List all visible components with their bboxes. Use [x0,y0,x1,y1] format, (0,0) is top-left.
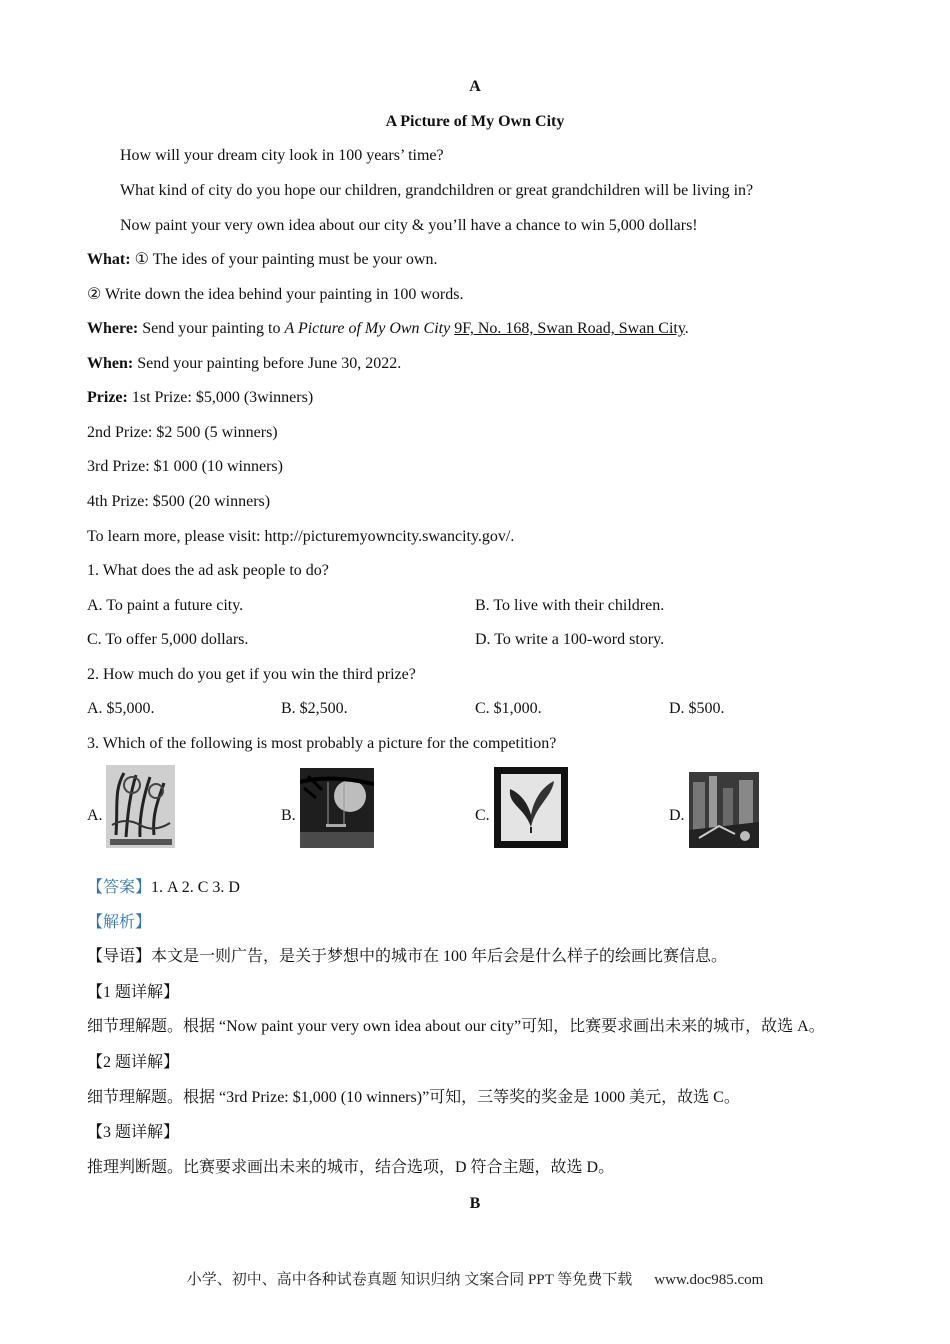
q2-option-d: D. $500. [669,700,725,717]
intro-line-3: Now paint your very own idea about our city & you’ll have a chance to win 5,000 dollars! [120,217,698,234]
what-label: What: [87,251,131,268]
q2-option-c: C. $1,000. [475,700,542,717]
detail-1-title: 【1 题详解】 [87,984,180,1001]
analysis-tag: 【解析】 [87,914,152,931]
detail-2-text: 细节理解题。根据 “3rd Prize: $1,000 (10 winners)”可知，三等奖的奖金是 1000 美元，故选 C。 [87,1089,740,1106]
detail-3-text: 推理判断题。比赛要求画出未来的城市，结合选项，D 符合主题，故选 D。 [87,1159,615,1176]
tree-sketch-image [106,765,175,848]
prize-label: Prize: [87,389,128,406]
q1-option-d: D. To write a 100-word story. [475,631,665,648]
page-footer [0,1268,950,1289]
prize-line-1 [87,388,313,408]
q1-option-a: A. To paint a future city. [87,597,244,614]
section-heading-b: B [469,1195,481,1212]
intro-line-1: How will your dream city look in 100 years’ time? [120,147,444,164]
q3-option-b-label: B. [281,807,296,824]
when-line [87,354,401,374]
guide-text: 【导语】本文是一则广告，是关于梦想中的城市在 100 年后会是什么样子的绘画比赛信息。 [87,948,728,965]
footer-link[interactable]: www.doc985.com [654,1272,764,1288]
where-address: 9F, No. 168, Swan Road, Swan City [454,320,685,337]
prize-line-3: 3rd Prize: $1 000 (10 winners) [87,458,283,475]
when-label: When: [87,355,134,372]
what-text: ① The ides of your painting must be your own. [130,251,438,268]
q1-option-b: B. To live with their children. [475,597,665,614]
q3-option-b-picture [300,768,374,848]
butterfly-frame-image [494,767,568,848]
q3-option-c-picture [494,767,568,848]
q3-option-c-label: C. [475,807,490,824]
section-heading-a: A [469,78,481,95]
detail-1-text: 细节理解题。根据 “Now paint your very own idea about our city”可知，比赛要求画出未来的城市，故选 A。 [87,1018,825,1035]
footer-text: 小学、初中、高中各种试卷真题 知识归纳 文案合同 PPT 等免费下载 [186,1272,633,1288]
what-line-2: ② Write down the idea behind your painting in 100 words. [87,286,464,303]
when-text: Send your painting before June 30, 2022. [133,355,402,372]
where-label: Where: [87,320,139,337]
detail-2-title: 【2 题详解】 [87,1054,180,1071]
where-line [87,319,689,339]
q3-option-d-picture [689,772,759,848]
future-city-image [689,772,759,848]
swing-image [300,768,374,848]
prize-line-4: 4th Prize: $500 (20 winners) [87,493,271,510]
q3-option-a-picture [106,765,175,848]
prize-line-2: 2nd Prize: $2 500 (5 winners) [87,424,278,441]
what-line [87,250,437,270]
where-text: Send your painting to [138,320,285,337]
passage-title: A Picture of My Own City [385,113,565,130]
question-1: 1. What does the ad ask people to do? [87,562,329,579]
where-end: . [684,320,689,337]
learn-more-line: To learn more, please visit: http://picturemyowncity.swancity.gov/. [87,528,515,545]
q3-option-d-label: D. [669,807,685,824]
q1-option-c: C. To offer 5,000 dollars. [87,631,249,648]
answer-text: 1. A 2. C 3. D [151,879,240,896]
answer-tag: 【答案】 [87,879,152,896]
answer-line [87,878,240,898]
question-3: 3. Which of the following is most probably a picture for the competition? [87,735,557,752]
detail-3-title: 【3 题详解】 [87,1124,180,1141]
q2-option-b: B. $2,500. [281,700,348,717]
question-2: 2. How much do you get if you win the third prize? [87,666,416,683]
where-italic: A Picture of My Own City [284,320,451,337]
intro-line-2: What kind of city do you hope our children, grandchildren or great grandchildren will be living in? [120,182,754,199]
q3-option-a-label: A. [87,807,103,824]
prize-1-text: 1st Prize: $5,000 (3winners) [127,389,314,406]
q2-option-a: A. $5,000. [87,700,155,717]
